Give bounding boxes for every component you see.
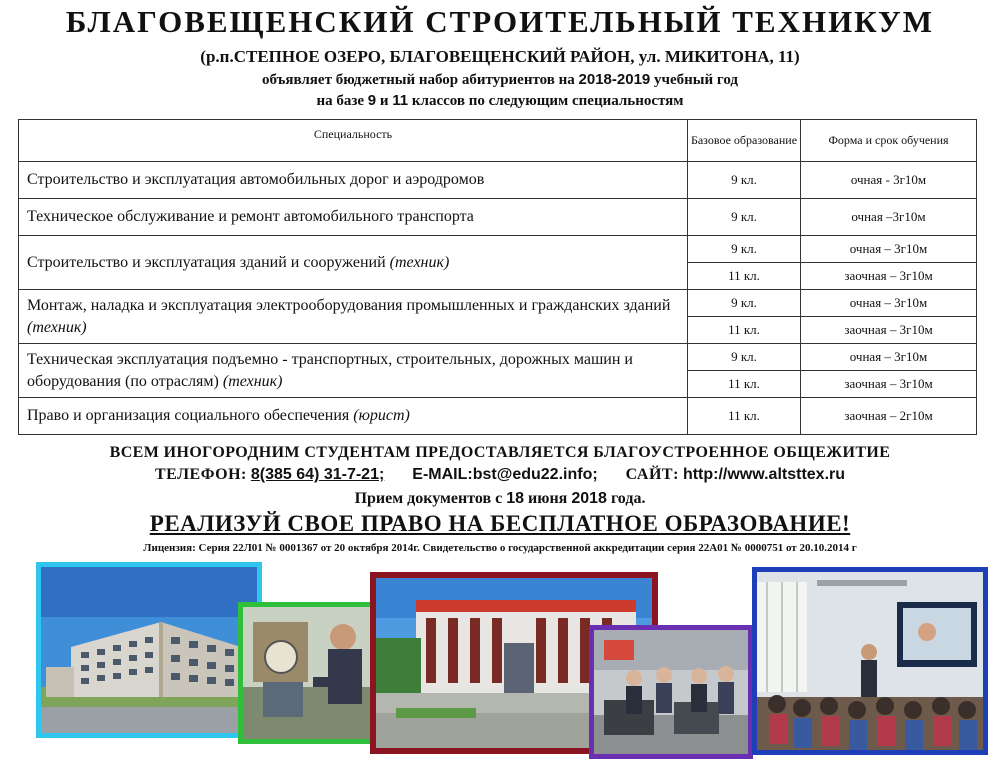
study-form: заочная – 3г10м — [801, 371, 977, 398]
base-education: 11 кл. — [688, 317, 801, 344]
study-form: заочная – 3г10м — [801, 317, 977, 344]
specialty-title: Строительство и эксплуатация автомобильных дорог и аэродромов — [27, 171, 485, 188]
grade-11: 11 — [392, 92, 409, 109]
specialty-qualification: (техник) — [222, 372, 283, 390]
base-education: 9 кл. — [688, 236, 801, 263]
academic-year: 2018-2019 — [578, 71, 651, 88]
base-grades-prefix: на базе — [316, 93, 365, 109]
specialty-name — [19, 398, 688, 435]
engine-lab-photo — [589, 625, 753, 759]
base-education: 9 кл. — [688, 290, 801, 317]
study-form: очная – 3г10м — [801, 344, 977, 371]
specialties-table — [18, 119, 977, 435]
grade-and: и — [379, 93, 389, 109]
classroom-lecture-photo — [752, 567, 988, 755]
specialty-title: Техническое обслуживание и ремонт автомобильного транспорта — [27, 208, 474, 225]
specialty-name — [19, 162, 688, 199]
table-row — [19, 236, 977, 263]
specialty-qualification: (юрист) — [353, 407, 410, 424]
page-title: БЛАГОВЕЩЕНСКИЙ СТРОИТЕЛЬНЫЙ ТЕХНИКУМ — [65, 4, 935, 39]
study-form: заочная – 3г10м — [801, 263, 977, 290]
contacts-line — [0, 466, 1000, 484]
table-header-row — [19, 120, 977, 162]
specialty-name — [19, 236, 688, 290]
study-form: очная –3г10м — [801, 199, 977, 236]
study-form: очная – 3г10м — [801, 236, 977, 263]
dormitory-photo — [36, 562, 262, 738]
docs-month: июня — [528, 490, 568, 507]
announcement-prefix: объявляет бюджетный набор абитуриентов на — [262, 72, 575, 88]
classroom-image — [757, 572, 983, 750]
table-row — [19, 344, 977, 371]
specialty-name — [19, 290, 688, 344]
email-address: bst@edu22.info; — [472, 466, 598, 483]
email-label: E-MAIL: — [412, 466, 473, 483]
specialty-qualification: (техник) — [27, 318, 87, 336]
base-grades-line — [0, 92, 1000, 110]
specialty-title: Строительство и эксплуатация зданий и сооружений — [27, 253, 386, 271]
dormitory-image — [41, 567, 257, 733]
specialty-qualification: (техник) — [389, 253, 450, 271]
base-education: 11 кл. — [688, 263, 801, 290]
workshop-image — [243, 607, 381, 739]
docs-year: 2018 — [571, 490, 607, 507]
docs-day: 18 — [506, 490, 525, 507]
specialty-title: Монтаж, наладка и эксплуатация электрооборудования промышленных и гражданских зданий — [27, 296, 671, 314]
specialty-title: Техническая эксплуатация подъемно - транспортных, строительных, дорожных машин и оборудования (по отраслям) — [27, 350, 633, 390]
study-form: очная – 3г10м — [801, 290, 977, 317]
announcement-suffix: учебный год — [654, 72, 738, 88]
table-row — [19, 199, 977, 236]
base-education: 11 кл. — [688, 371, 801, 398]
specialty-name — [19, 344, 688, 398]
site-label: САЙТ: — [625, 466, 679, 483]
study-form: очная - 3г10м — [801, 162, 977, 199]
docs-prefix: Прием документов с — [354, 490, 503, 507]
header-specialty: Специальность — [19, 120, 688, 162]
docs-suffix: года. — [610, 490, 646, 507]
phone-number: 8(385 64) 31-7-21; — [250, 466, 385, 483]
base-education: 9 кл. — [688, 344, 801, 371]
workshop-student-photo — [238, 602, 386, 744]
license-info: Лицензия: Серия 22Л01 № 0001367 от 20 октября 2014г. Свидетельство о государственной аккредитации серия 22А01 № 0000751 от 20.10.2014 г — [143, 542, 857, 554]
base-grades-suffix: классов по следующим специальностям — [411, 93, 684, 109]
site-url: http://www.altsttex.ru — [682, 466, 846, 483]
specialty-name — [19, 199, 688, 236]
slogan: РЕАЛИЗУЙ СВОЕ ПРАВО НА БЕСПЛАТНОЕ ОБРАЗОВАНИЕ! — [149, 511, 851, 536]
specialty-title: Право и организация социального обеспечения — [27, 407, 350, 424]
study-form: заочная – 2г10м — [801, 398, 977, 435]
table-row — [19, 398, 977, 435]
address: (р.п.СТЕПНОЕ ОЗЕРО, БЛАГОВЕЩЕНСКИЙ РАЙОН, ул. МИКИТОНА, 11) — [200, 47, 800, 66]
base-education: 9 кл. — [688, 162, 801, 199]
header-study-form: Форма и срок обучения — [801, 120, 977, 162]
table-row — [19, 290, 977, 317]
base-education: 11 кл. — [688, 398, 801, 435]
base-education: 9 кл. — [688, 199, 801, 236]
dormitory-notice: ВСЕМ ИНОГОРОДНИМ СТУДЕНТАМ ПРЕДОСТАВЛЯЕТСЯ БЛАГОУСТРОЕННОЕ ОБЩЕЖИТИЕ — [109, 444, 891, 461]
enrollment-announcement — [0, 71, 1000, 89]
phone-label: ТЕЛЕФОН: — [154, 466, 247, 483]
engine-lab-image — [594, 630, 748, 754]
table-row — [19, 162, 977, 199]
grade-9: 9 — [367, 92, 377, 109]
header-base-education: Базовое образование — [688, 120, 801, 162]
documents-acceptance — [0, 490, 1000, 508]
